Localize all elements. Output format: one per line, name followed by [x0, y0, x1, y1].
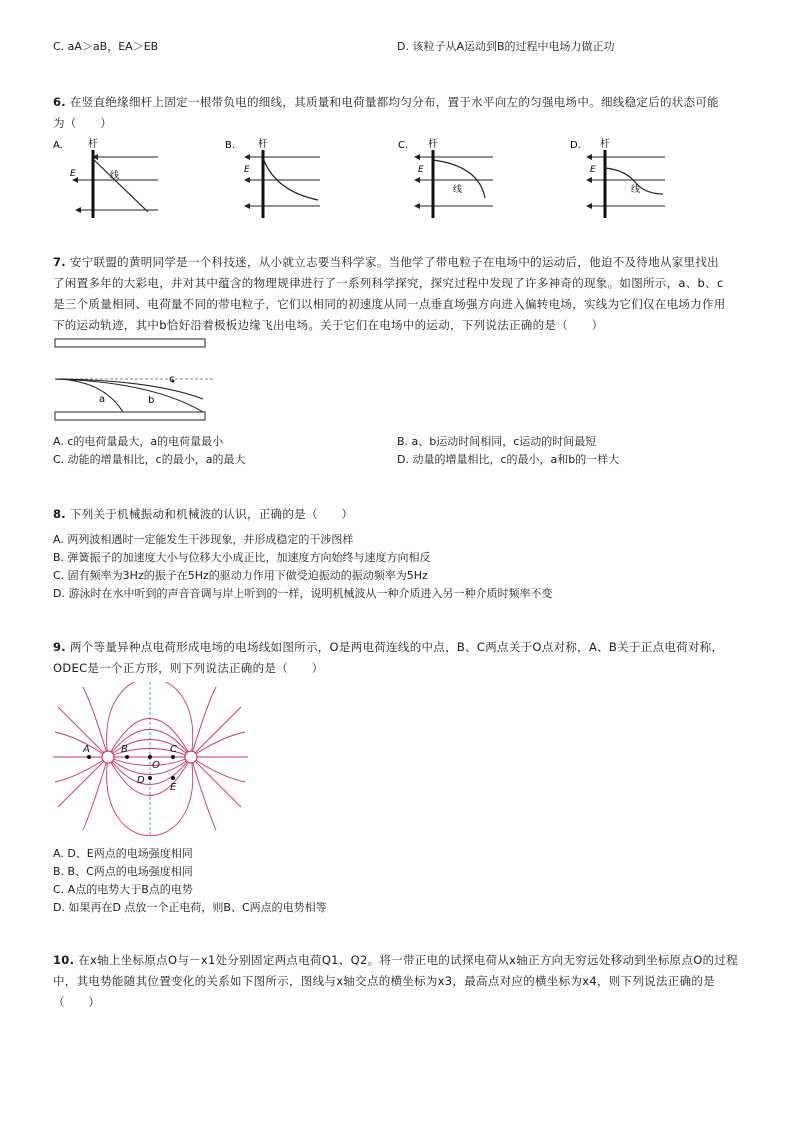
q9-label-e: E — [170, 782, 177, 793]
q9-label-o: O — [152, 760, 160, 771]
q6-line2: 为（ ） — [53, 116, 112, 130]
q7-line3: 是三个质量相同、电荷量不同的带电粒子，它们以相同的初速度从同一点垂直场强方向进入偏转电场，实线为它们仅在电场力作用 — [53, 297, 726, 311]
q6-figure-a-wire — [93, 159, 148, 212]
q7-label-b: b — [148, 395, 155, 406]
q9-option-d: D. 如果再在D 点放一个正电荷，则B、C两点的电势相等 — [53, 901, 327, 914]
q9-label-b: B — [121, 744, 128, 755]
q6-number: 6. — [53, 95, 66, 109]
q7-option-a: A. c的电荷量最大，a的电荷量最小 — [53, 435, 224, 448]
q7-label-c: c — [169, 374, 175, 385]
q6-figure-d-label: D. — [570, 140, 581, 151]
q6-figure-a-wire-label: 线 — [110, 171, 120, 181]
q9-positive-charge — [102, 751, 114, 763]
q8-option-d: D. 游泳时在水中听到的声音音调与岸上听到的一样，说明机械波从一种介质进入另一种介质时频率不变 — [53, 587, 553, 600]
q6-figure-c-wire-label: 线 — [453, 185, 463, 195]
q6-figure-c-label: C. — [398, 140, 409, 151]
q6-figure-c-field: E — [418, 165, 424, 175]
q6-figure-c-rod: 杆 — [428, 139, 438, 150]
q6-line1: 在竖直绝缘细杆上固定一根带负电的细线，其质量和电荷量都均匀分布，置于水平向左的匀强电场中。细线稳定后的状态可能 — [69, 95, 719, 109]
q8-option-a: A. 两列波相遇时一定能发生干涉现象，并形成稳定的干涉图样 — [53, 533, 354, 546]
q7-number: 7. — [53, 255, 66, 269]
q10-stem — [53, 950, 753, 1013]
q6-figure-a-field: E — [70, 169, 76, 179]
q9-line1: 两个等量异种点电荷形成电场的电场线如图所示，O是两电荷连线的中点，B、C两点关于O点对称，A、B关于正点电荷对称， — [69, 640, 724, 654]
q10-line2: 中，其电势能随其位置变化的关系如下图所示，图线与x轴交点的横坐标为x3，最高点对应的横坐标为x4，则下列说法正确的是 — [53, 974, 715, 988]
q9-option-b: B. B、C两点的电场强度相同 — [53, 865, 193, 878]
q7-option-d: D. 动量的增量相比，c的最小，a和b的一样大 — [397, 453, 620, 466]
q7-figure — [53, 336, 223, 426]
q9-figure — [53, 682, 248, 837]
q6-figure-c — [398, 137, 493, 218]
q7-trajectory-c — [55, 379, 203, 399]
q8-option-b: B. 弹簧振子的加速度大小与位移大小成正比，加速度方向始终与速度方向相反 — [53, 551, 431, 564]
q8-option-c: C. 固有频率为3Hz的振子在5Hz的驱动力作用下做受迫振动的振动频率为5Hz — [53, 569, 428, 582]
q6-figure-b-wire — [263, 158, 318, 200]
q6-figure-b-field: E — [244, 165, 250, 175]
q5-option-c: C. aA＞aB，EA＞EB — [53, 40, 159, 53]
q7-upper-plate — [55, 339, 205, 347]
q9-stem — [53, 637, 753, 679]
q7-option-b: B. a、b运动时间相同，c运动的时间最短 — [397, 435, 597, 448]
q7-option-c: C. 动能的增量相比，c的最小，a的最大 — [53, 453, 246, 466]
q6-figure-a — [53, 137, 158, 218]
q10-line3: （ ） — [53, 995, 101, 1009]
q7-line2: 了闲置多年的大彩电，并对其中蕴含的物理规律进行了一系列科学探究，探究过程中发现了许多神奇的现象。如图所示，a、b、c — [53, 276, 724, 290]
q7-line1: 安宁联盟的黄明同学是一个科技迷，从小就立志要当科学家。当他学了带电粒子在电场中的运动后，他迫不及待地从家里找出 — [69, 255, 719, 269]
q6-figure-b-label: B. — [225, 140, 236, 151]
q6-figure-d-field: E — [590, 165, 596, 175]
q5-option-d: D. 该粒子从A运动到B的过程中电场力做正功 — [397, 40, 615, 53]
q7-lower-plate — [55, 412, 205, 420]
q6-figure-d — [570, 137, 665, 218]
q10-number: 10. — [53, 953, 75, 967]
q9-line2: ODEC是一个正方形，则下列说法正确的是（ ） — [53, 661, 324, 675]
q6-figure-b — [225, 137, 320, 218]
q7-line4: 下的运动轨迹，其中b恰好沿着极板边缘飞出电场。关于它们在电场中的运动，下列说法正确的是（ ） — [53, 318, 604, 332]
q9-negative-charge — [185, 751, 197, 763]
q9-number: 9. — [53, 640, 66, 654]
q6-figure-a-rod: 杆 — [88, 139, 98, 150]
q8-stem — [53, 504, 353, 525]
q6-figure-b-rod: 杆 — [258, 139, 268, 150]
q9-option-a: A. D、E两点的电场强度相同 — [53, 847, 193, 860]
q9-option-c: C. A点的电势大于B点的电势 — [53, 883, 193, 896]
q6-figure-d-rod: 杆 — [600, 139, 610, 150]
q7-stem — [53, 252, 753, 336]
q8-number: 8. — [53, 507, 66, 521]
q7-trajectory-b — [55, 379, 203, 412]
q8-stem-text: 下列关于机械振动和机械波的认识，正确的是（ ） — [69, 507, 354, 521]
q9-label-a: A — [83, 744, 90, 755]
q6-figure-a-label: A. — [53, 140, 63, 151]
q7-label-a: a — [99, 394, 106, 405]
q6-stem — [53, 92, 753, 134]
q6-figures — [48, 136, 748, 221]
q6-figure-d-wire-label: 线 — [631, 185, 641, 195]
q9-label-d: D — [137, 775, 145, 786]
q9-label-c: C — [170, 744, 177, 755]
q10-line1: 在x轴上坐标原点O与－x1处分别固定两点电荷Q1、Q2。将一带正电的试探电荷从x轴正方向无穷远处移动到坐标原点O的过程 — [78, 953, 739, 967]
